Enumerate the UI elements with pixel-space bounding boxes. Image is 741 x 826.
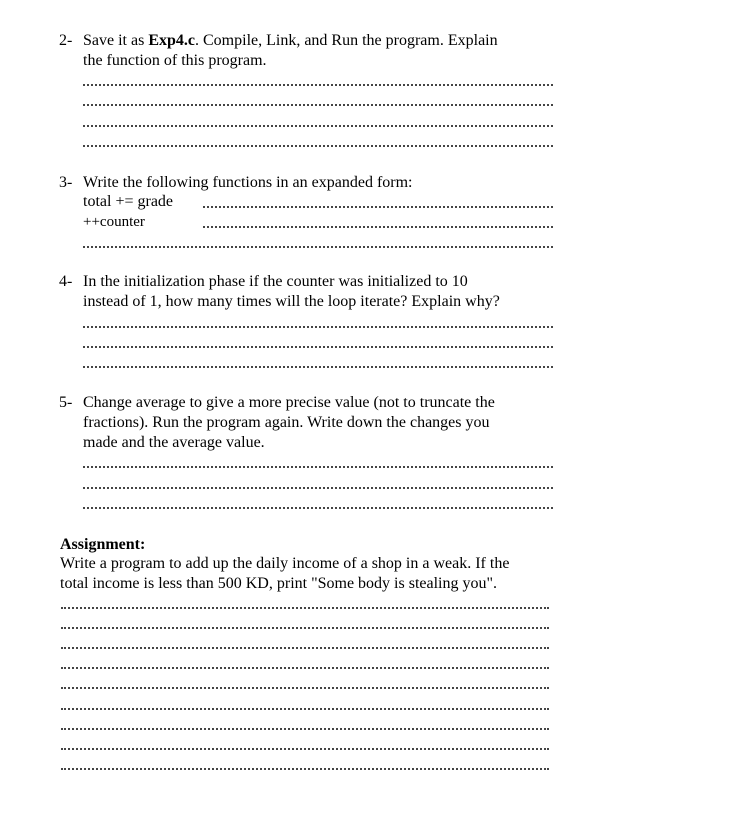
question-3-item-2: ++counter: [83, 214, 145, 230]
question-2-text-post: . Compile, Link, and Run the program. Explain: [195, 32, 498, 49]
question-3-number: 3-: [59, 174, 73, 191]
answer-line[interactable]: [61, 768, 549, 770]
answer-line[interactable]: [61, 728, 549, 730]
question-2-number: 2-: [59, 32, 73, 49]
question-3-item-1: total += grade: [83, 193, 174, 210]
question-2-filename: Exp4.c: [148, 32, 195, 49]
answer-line[interactable]: [61, 607, 549, 609]
answer-line[interactable]: [83, 466, 553, 468]
answer-line[interactable]: [83, 326, 553, 328]
assignment-line-2: total income is less than 500 KD, print "Some body is stealing you".: [60, 575, 498, 592]
answer-line[interactable]: [83, 145, 553, 147]
answer-line[interactable]: [61, 627, 549, 629]
answer-line[interactable]: [83, 125, 553, 127]
answer-line[interactable]: [83, 366, 553, 368]
question-4-line-2: instead of 1, how many times will the loop iterate? Explain why?: [83, 293, 500, 310]
answer-line[interactable]: [83, 104, 553, 106]
answer-line[interactable]: [83, 84, 553, 86]
answer-line[interactable]: [61, 667, 549, 669]
answer-line[interactable]: [203, 226, 553, 228]
answer-line[interactable]: [83, 246, 553, 248]
answer-line[interactable]: [83, 487, 553, 489]
question-5-line-3: made and the average value.: [83, 434, 265, 451]
answer-line[interactable]: [83, 346, 553, 348]
answer-line[interactable]: [61, 708, 549, 710]
assignment-heading: Assignment:: [60, 536, 146, 553]
question-4-number: 4-: [59, 273, 73, 290]
answer-line[interactable]: [203, 206, 553, 208]
answer-line[interactable]: [83, 507, 553, 509]
assignment-line-1: Write a program to add up the daily income of a shop in a weak. If the: [60, 555, 510, 572]
question-5-line-2: fractions). Run the program again. Write down the changes you: [83, 414, 490, 431]
question-3-line-1: Write the following functions in an expanded form:: [83, 174, 413, 191]
question-2-text-pre: Save it as: [83, 32, 149, 49]
question-5-number: 5-: [59, 394, 73, 411]
question-2-line-2: the function of this program.: [83, 52, 267, 69]
answer-line[interactable]: [61, 647, 549, 649]
question-2-line-1: [83, 31, 498, 51]
question-5-line-1: Change average to give a more precise value (not to truncate the: [83, 394, 495, 411]
answer-line[interactable]: [61, 687, 549, 689]
question-4-line-1: In the initialization phase if the counter was initialized to 10: [83, 273, 468, 290]
answer-line[interactable]: [61, 748, 549, 750]
